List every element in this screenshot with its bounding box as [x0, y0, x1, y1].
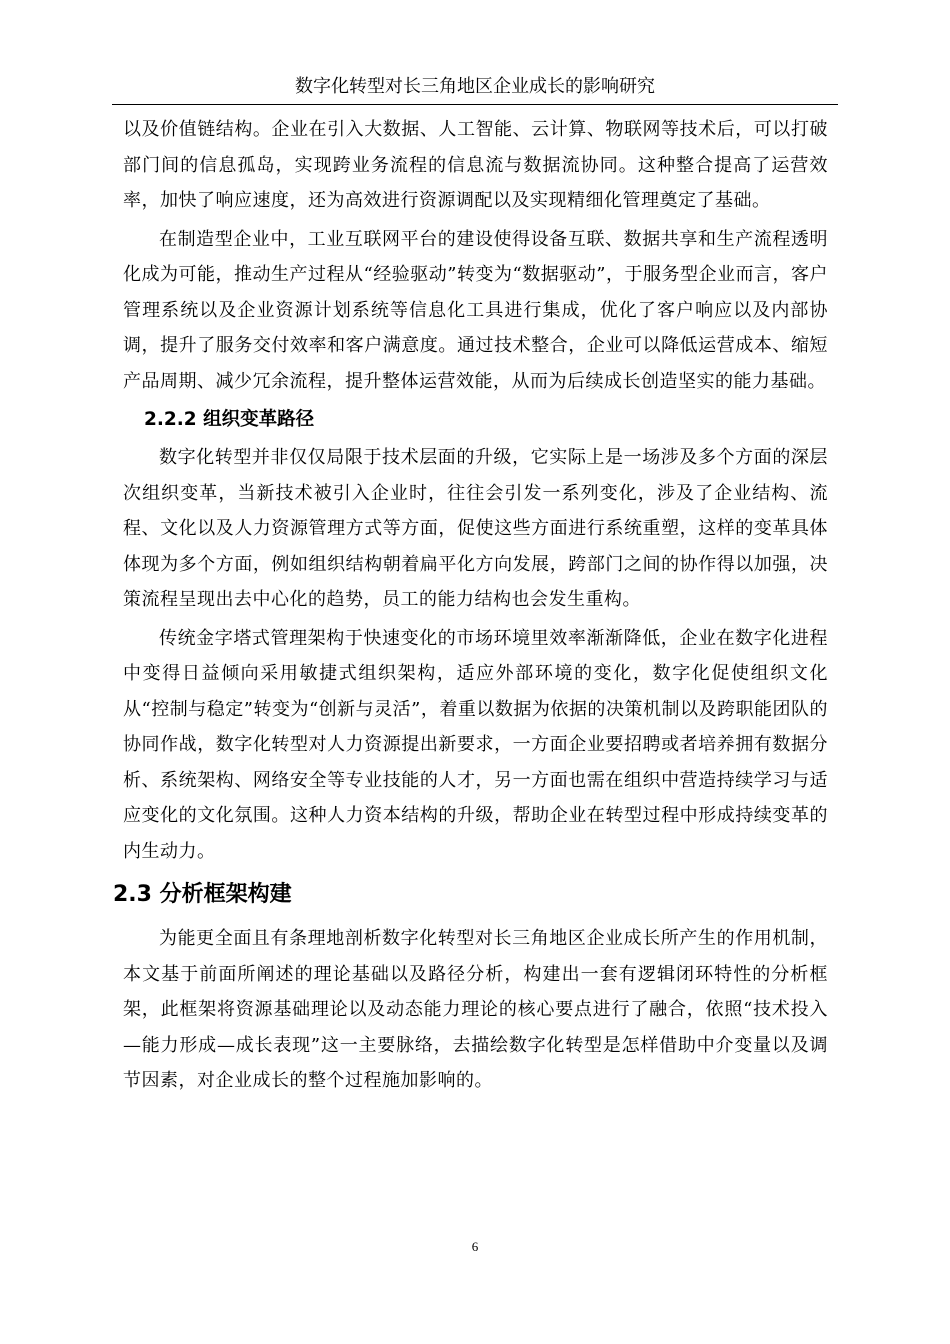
page-number: 6: [471, 1239, 479, 1254]
paragraph: 为能更全面且有条理地剖析数字化转型对长三角地区企业成长所产生的作用机制，本文基于前面所阐述的理论基础以及路径分析，构建出一套有逻辑闭环特性的分析框架，此框架将资源基础理论以及动态能力理论的核心要点进行了融合，依照“技术投入—能力形成—成长表现”这一主要脉络，去描绘数字化转型是怎样借助中介变量以及调节因素，对企业成长的整个过程施加影响的。: [123, 928, 828, 1091]
paragraph: 传统金字塔式管理架构于快速变化的市场环境里效率渐渐降低，企业在数字化进程中变得日益倾向采用敏捷式组织架构，适应外部环境的变化，数字化促使组织文化从“控制与稳定”转变为“创新与灵活”，着重以数据为依据的决策机制以及跨职能团队的协同作战，数字化转型对人力资源提出新要求，一方面企业要招聘或者培养拥有数据分析、系统架构、网络安全等专业技能的人才，另一方面也需在组织中营造持续学习与适应变化的文化氛围。这种人力资本结构的升级，帮助企业在转型过程中形成持续变革的内生动力。: [123, 627, 828, 862]
page-body: [113, 112, 828, 1099]
paragraph: 数字化转型并非仅仅局限于技术层面的升级，它实际上是一场涉及多个方面的深层次组织变革，当新技术被引入企业时，往往会引发一系列变化，涉及了企业结构、流程、文化以及人力资源管理方式等方面，促使这些方面进行系统重塑，这样的变革具体体现为多个方面，例如组织结构朝着扁平化方向发展，跨部门之间的协作得以加强，决策流程呈现出去中心化的趋势，员工的能力结构也会发生重构。: [123, 447, 828, 610]
section-heading-2-2-2: 2.2.2 组织变革路径: [144, 409, 315, 430]
running-header: 数字化转型对长三角地区企业成长的影响研究: [295, 76, 655, 97]
paragraph-continued: 以及价值链结构。企业在引入大数据、人工智能、云计算、物联网等技术后，可以打破部门间的信息孤岛，实现跨业务流程的信息流与数据流协同。这种整合提高了运营效率，加快了响应速度，还为高效进行资源调配以及实现精细化管理奠定了基础。: [123, 119, 828, 211]
paragraph: 在制造型企业中，工业互联网平台的建设使得设备互联、数据共享和生产流程透明化成为可能，推动生产过程从“经验驱动”转变为“数据驱动”，于服务型企业而言，客户管理系统以及企业资源计划系统等信息化工具进行集成，优化了客户响应以及内部协调，提升了服务交付效率和客户满意度。通过技术整合，企业可以降低运营成本、缩短产品周期、减少冗余流程，提升整体运营效能，从而为后续成长创造坚实的能力基础。: [123, 228, 828, 392]
header-rule: [112, 104, 838, 105]
section-heading-2-3: 2.3 分析框架构建: [113, 882, 292, 907]
